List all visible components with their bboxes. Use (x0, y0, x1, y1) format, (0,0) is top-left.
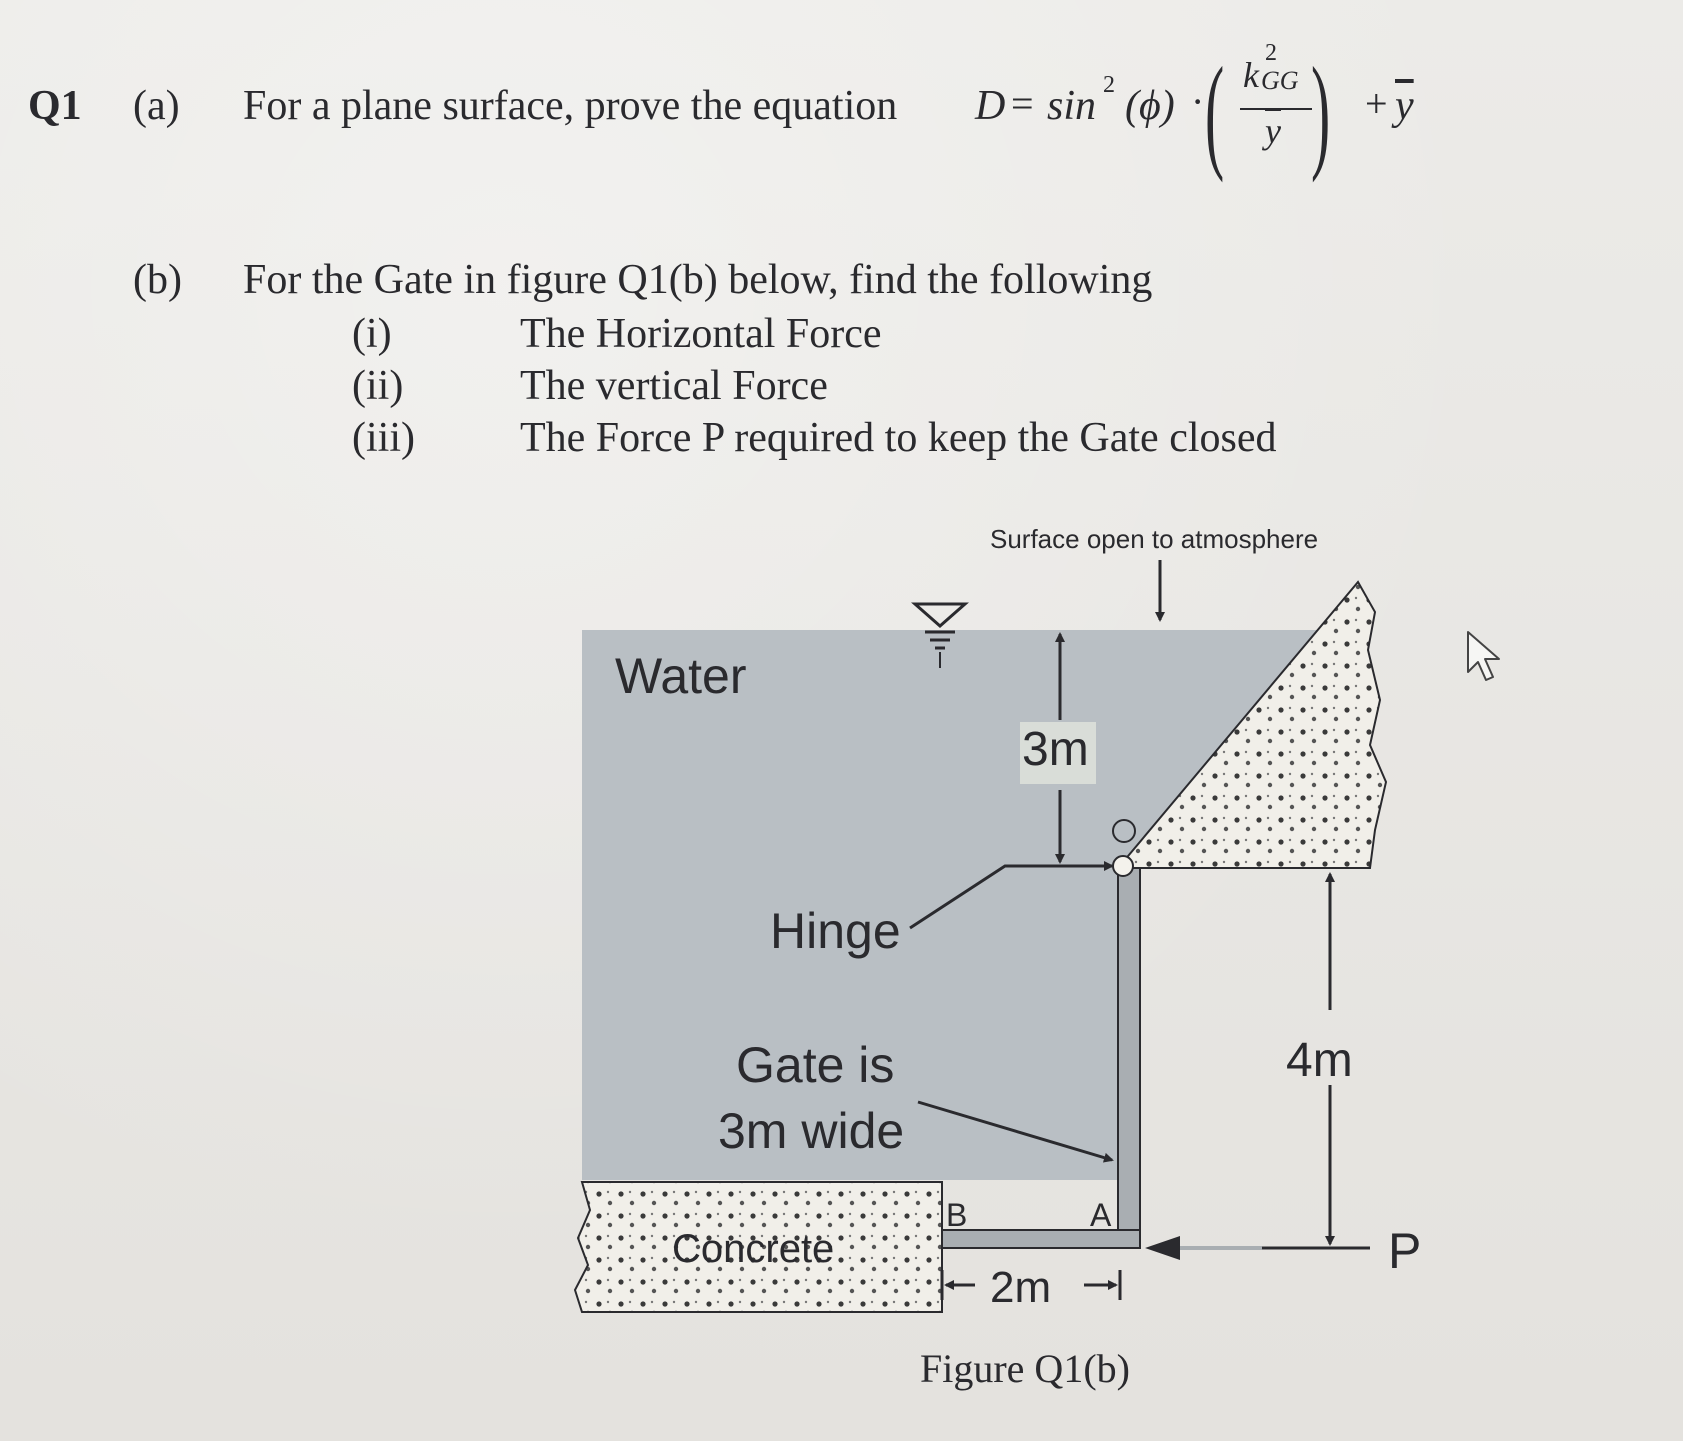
figure-caption: Figure Q1(b) (920, 1346, 1130, 1391)
gate-label-line1: Gate is (736, 1037, 895, 1093)
item-text: The vertical Force (520, 363, 828, 409)
eq-numerator-sub: GG (1261, 66, 1299, 95)
eq-argument: (ϕ) (1125, 83, 1175, 129)
item-text: The Force P required to keep the Gate closed (520, 415, 1277, 461)
part-b-text: For the Gate in figure Q1(b) below, find the following (243, 257, 1153, 303)
hinge-label: Hinge (770, 903, 901, 959)
length-label: 2m (990, 1263, 1052, 1312)
concrete-label: Concrete (672, 1227, 835, 1271)
surface-label: Surface open to atmosphere (990, 524, 1319, 554)
gate-vertical (1118, 868, 1140, 1248)
item-number: (i) (352, 311, 392, 357)
eq-plus: + (1365, 81, 1388, 126)
eq-right-paren: ) (1311, 41, 1331, 183)
eq-numerator-k: k (1243, 55, 1259, 95)
part-b-label: (b) (133, 257, 182, 303)
eq-sin: sin (1047, 83, 1097, 129)
item-number: (ii) (352, 363, 404, 409)
eq-numerator-sup: 2 (1265, 40, 1277, 66)
eq-dot: · (1191, 79, 1205, 124)
gate-label-line2: 3m wide (718, 1103, 905, 1159)
height-label: 4m (1286, 1034, 1353, 1087)
part-a-label: (a) (133, 83, 180, 129)
item-text: The Horizontal Force (520, 311, 882, 357)
eq-left-paren: ( (1205, 41, 1225, 183)
question-number: Q1 (28, 83, 82, 129)
item-number: (iii) (352, 415, 415, 461)
water-region (582, 630, 1330, 1180)
point-b-label: B (946, 1197, 968, 1233)
eq-sin-exponent: 2 (1103, 72, 1115, 98)
hinge-circle (1113, 856, 1133, 876)
eq-equals: = (1011, 81, 1034, 126)
cursor-icon (1468, 632, 1499, 680)
water-label: Water (615, 648, 747, 704)
point-a-label: A (1090, 1197, 1112, 1233)
depth-label: 3m (1022, 723, 1089, 776)
eq-ybar: $\overline{y}$ (1395, 83, 1414, 129)
part-a-text: For a plane surface, prove the equation (243, 83, 898, 129)
force-p-arrowhead (1145, 1236, 1180, 1260)
eq-lhs: D (975, 83, 1006, 129)
force-label: P (1388, 1223, 1422, 1279)
eq-denominator: $\overline{y}$ (1265, 111, 1281, 151)
